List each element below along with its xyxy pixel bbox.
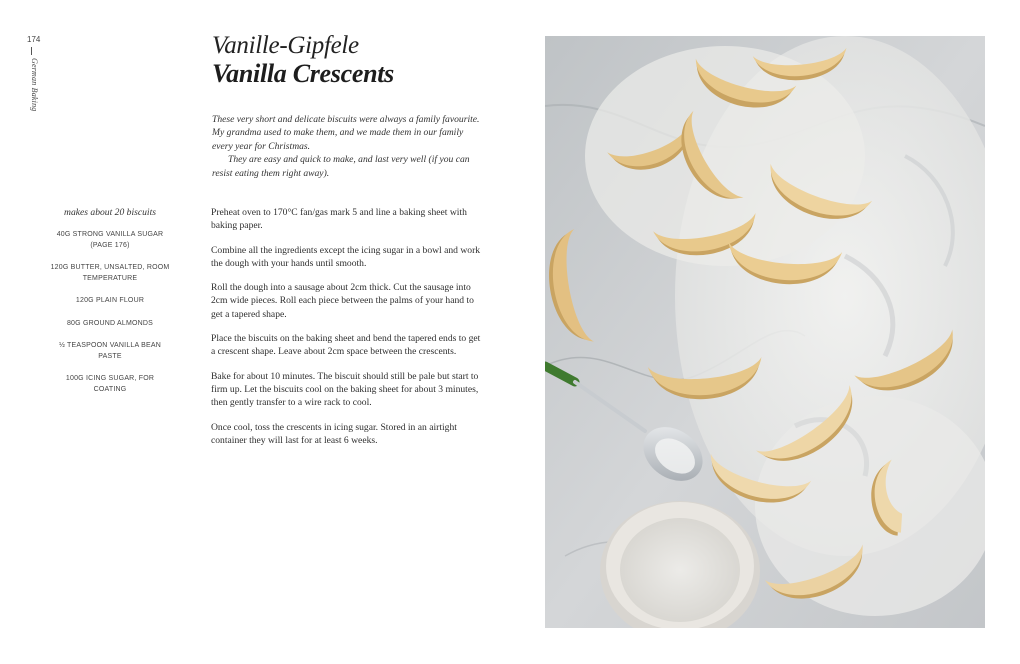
- method-step: Preheat oven to 170°C fan/gas mark 5 and line a baking sheet with baking paper.: [211, 207, 467, 232]
- ingredient-item: 80G GROUND ALMONDS: [66, 319, 154, 327]
- method-step: Place the biscuits on the baking sheet and bend the tapered ends to get a crescent shape. Leave about 2cm space between the crescents.: [211, 333, 481, 358]
- recipe-yield: makes about 20 biscuits: [64, 207, 156, 218]
- ingredient-list: [50, 207, 170, 407]
- ingredient-item: ½ TEASPOON VANILLA BEAN PASTE: [59, 342, 161, 360]
- ingredient-item: 120G PLAIN FLOUR: [75, 297, 145, 304]
- ingredient-item: 100G ICING SUGAR, FOR COATING: [65, 375, 155, 393]
- vanilla-crescents-photo-illustration: [545, 36, 985, 628]
- page-number-divider: [31, 47, 32, 55]
- page-number: 174: [27, 35, 41, 44]
- ingredient-item: 40G STRONG VANILLA SUGAR (PAGE 176): [56, 231, 164, 249]
- intro-paragraph: They are easy and quick to make, and last very well (if you can resist eating them right away).: [212, 154, 470, 179]
- recipe-photo: [545, 36, 985, 628]
- method-steps: [211, 206, 481, 458]
- method-step: Once cool, toss the crescents in icing sugar. Stored in an airtight container they will last for at least 6 weeks.: [211, 421, 457, 446]
- ingredient-item: 120G BUTTER, UNSALTED, ROOM TEMPERATURE: [50, 264, 170, 282]
- icing-sugar-dusting: [755, 396, 985, 616]
- recipe-title-german: Vanille-Gipfele: [212, 32, 359, 59]
- method-step: Bake for about 10 minutes. The biscuit should still be pale but start to firm up. Let the biscuits cool on the baking sheet for about 3 minutes, then gently transfer to a wire rack to cool.: [211, 370, 479, 409]
- recipe-intro: [212, 113, 482, 180]
- running-head: German Baking: [30, 58, 39, 112]
- recipe-title-english: Vanilla Crescents: [212, 59, 394, 88]
- intro-paragraph: These very short and delicate biscuits were always a family favourite. My grandma used to make them, and we made them in our family every year for Christmas.: [212, 114, 480, 152]
- method-step: Roll the dough into a sausage about 2cm thick. Cut the sausage into 2cm wide pieces. Roll each piece between the palms of your hand to get a tapered shape.: [211, 282, 474, 320]
- method-step: Combine all the ingredients except the icing sugar in a bowl and work the dough with your hands until smooth.: [211, 244, 481, 269]
